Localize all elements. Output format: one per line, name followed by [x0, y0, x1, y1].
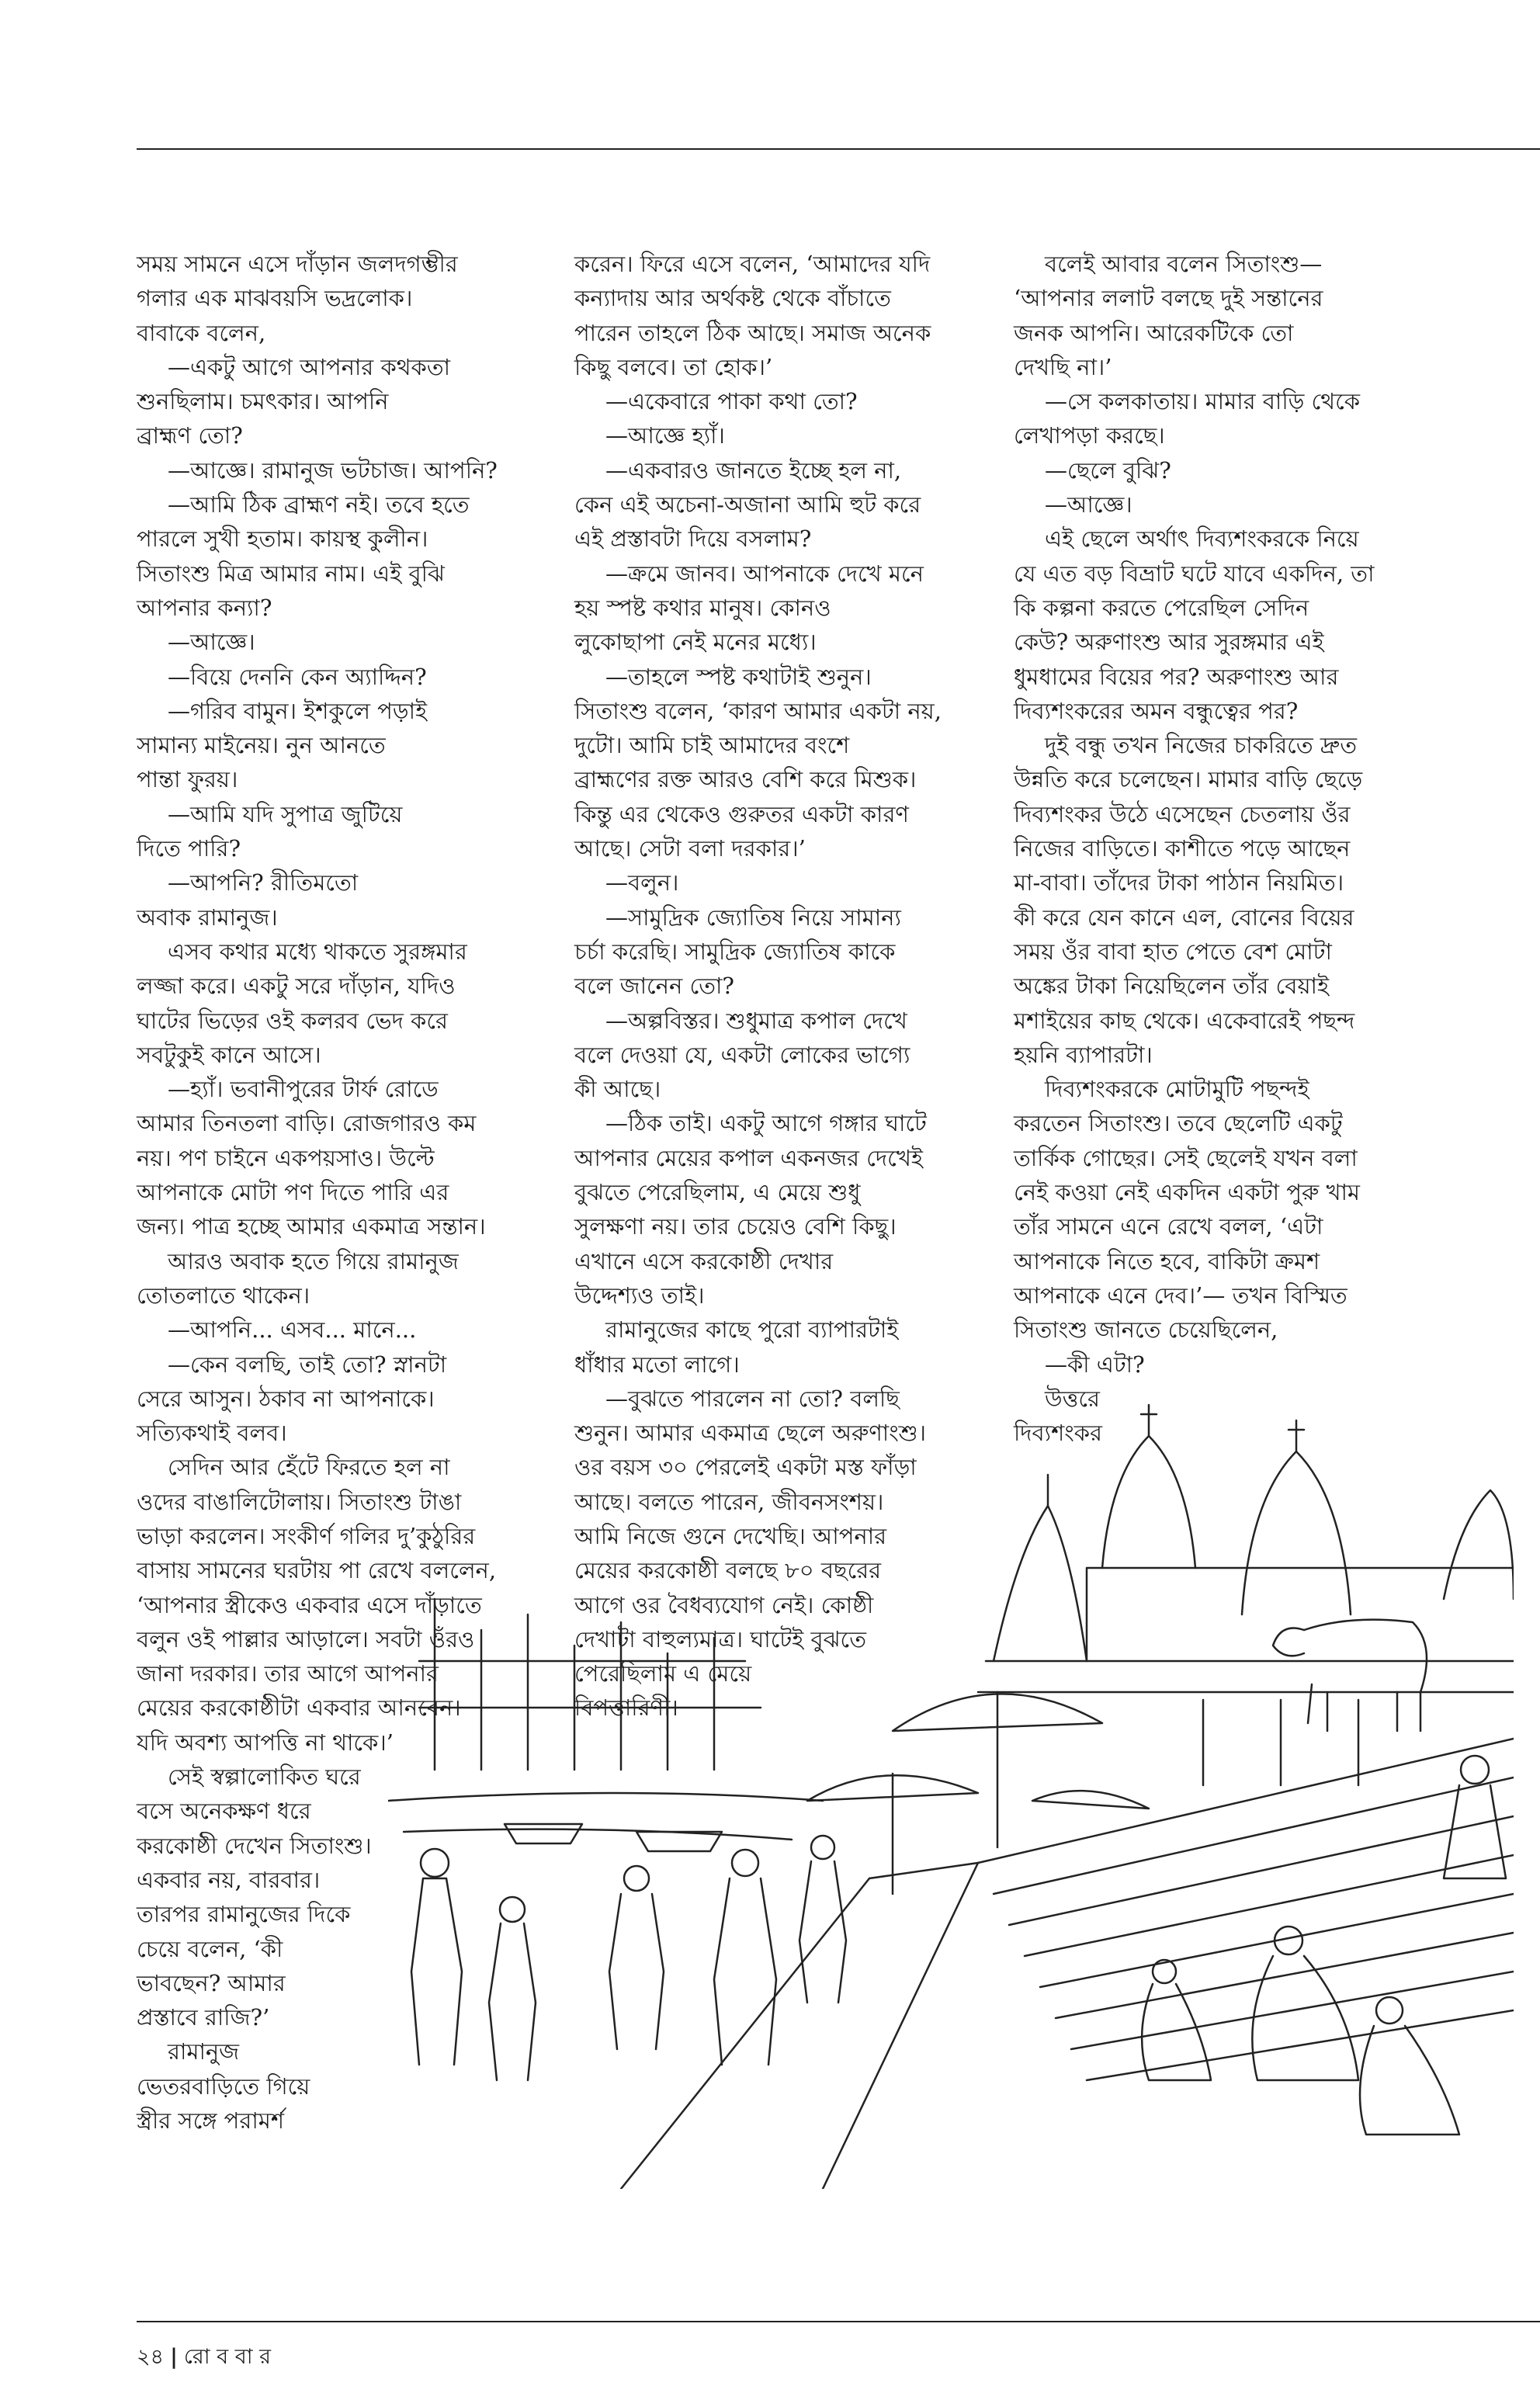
text-line: —বলুন।: [605, 869, 679, 897]
text-line: এই ছেলে অর্থাৎ দিব্যশংকরকে নিয়ে: [1045, 525, 1359, 553]
text-line: রামানুজের কাছে পুরো ব্যাপারটাই: [605, 1316, 899, 1344]
text-line: ‘আপনার ললাট বলছে দুই সন্তানের: [1014, 285, 1323, 312]
text-line: বলুন ওই পাল্লার আড়ালে। সবটা ওঁরও: [137, 1625, 475, 1653]
text-line: —সে কলকাতায়। মামার বাড়ি থেকে: [1045, 388, 1361, 415]
text-line: —বিয়ে দেননি কেন অ্যাদ্দিন?: [168, 663, 427, 690]
text-line: —বুঝতে পারলেন না তো? বলছি: [605, 1385, 900, 1412]
text-line: জানা দরকার। তার আগে আপনার: [137, 1660, 439, 1687]
text-line: —অল্পবিস্তর। শুধুমাত্র কপাল দেখে: [605, 1007, 907, 1034]
text-line: উন্নতি করে চলেছেন। মামার বাড়ি ছেড়ে: [1014, 766, 1363, 793]
text-line: হয়নি ব্যাপারটা।: [1014, 1041, 1153, 1068]
text-line: তোতলাতে থাকেন।: [137, 1281, 310, 1309]
text-line: দিব্যশংকর উঠে এসেছেন চেতলায় ওঁর: [1014, 800, 1351, 827]
text-line: একবার নয়, বারবার।: [137, 1866, 321, 1893]
text-line: —একবারও জানতে ইচ্ছে হল না,: [605, 456, 902, 484]
text-line: আপনাকে নিতে হবে, বাকিটা ক্রমশ: [1014, 1247, 1320, 1275]
text-line: নয়। পণ চাইনে একপয়সাও। উল্টে: [137, 1144, 435, 1171]
text-line: বাসায় সামনের ঘরটায় পা রেখে বললেন,: [137, 1557, 497, 1584]
text-line: গলার এক মাঝবয়সি ভদ্রলোক।: [137, 285, 413, 312]
text-line: স্ত্রীর সঙ্গে পরামর্শ: [137, 2107, 284, 2135]
text-line: সেরে আসুন। ঠকাব না আপনাকে।: [137, 1385, 435, 1412]
text-line: দিব্যশংকরের অমন বন্ধুত্বের পর?: [1014, 697, 1299, 724]
text-line: কি কল্পনা করতে পেরেছিল সেদিন: [1014, 594, 1309, 621]
cow-drawing: [1273, 1620, 1427, 1731]
text-line: আমার তিনতলা বাড়ি। রোজগারও কম: [137, 1110, 477, 1137]
text-line: —কেন বলছি, তাই তো? স্নানটা: [168, 1351, 447, 1378]
text-line: বলে দেওয়া যে, একটা লোকের ভাগ্যে: [574, 1041, 910, 1068]
text-line: —সামুদ্রিক জ্যোতিষ নিয়ে সামান্য: [605, 903, 901, 931]
river-drawing: [388, 1599, 823, 1851]
text-line: আরও অবাক হতে গিয়ে রামানুজ: [168, 1247, 459, 1275]
text-line: সামান্য মাইনেয়। নুন আনতে: [137, 732, 386, 759]
text-line: আছে। বলতে পারেন, জীবনসংশয়।: [574, 1488, 884, 1515]
text-line: দেখাটা বাহুল্যমাত্র। ঘাটেই বুঝতে: [574, 1625, 866, 1653]
text-line: আপনাকে মোটা পণ দিতে পারি এর: [137, 1179, 449, 1206]
text-line: —গরিব বামুন। ইশকুলে পড়াই: [168, 697, 428, 724]
text-line: কেউ? অরুণাংশু আর সুরঙ্গমার এই: [1014, 629, 1324, 656]
text-line: দেখছি না।’: [1014, 353, 1112, 380]
text-line: কী করে যেন কানে এল, বোনের বিয়ের: [1014, 903, 1354, 931]
text-line: যে এত বড় বিভ্রাট ঘটে যাবে একদিন, তা: [1014, 560, 1375, 587]
text-line: কন্যাদায় আর অর্থকষ্ট থেকে বাঁচাতে: [574, 285, 891, 312]
text-line: আপনাকে এনে দেব।’— তখন বিস্মিত: [1014, 1281, 1348, 1309]
text-line: ওর বয়স ৩০ পেরলেই একটা মস্ত ফাঁড়া: [574, 1454, 917, 1481]
pilgrims-drawing: [411, 1756, 1506, 2135]
text-line: উত্তরে: [1045, 1385, 1100, 1412]
text-line: তারপর রামানুজের দিকে: [137, 1901, 351, 1928]
text-line: হয় স্পষ্ট কথার মানুষ। কোনও: [574, 594, 831, 621]
page-footer: [137, 2341, 271, 2376]
text-line: ভেতরবাড়িতে গিয়ে: [137, 2072, 310, 2100]
text-line: মেয়ের করকোষ্ঠীটা একবার আনবেন।: [137, 1694, 461, 1722]
text-line: সুলক্ষণা নয়। তার চেয়েও বেশি কিছু।: [574, 1213, 897, 1240]
text-line: সেদিন আর হেঁটে ফিরতে হল না: [168, 1454, 450, 1481]
text-line: ভাবছেন? আমার: [137, 1969, 286, 1996]
text-line: অবাক রামানুজ।: [137, 903, 278, 931]
text-line: —ছেলে বুঝি?: [1045, 456, 1171, 484]
text-line: নেই কওয়া নেই একদিন একটা পুরু খাম: [1014, 1179, 1360, 1206]
text-line: বসে অনেকক্ষণ ধরে: [137, 1798, 311, 1825]
text-line: ভাড়া করলেন। সংকীর্ণ গলির দু’কুঠুরির: [137, 1522, 476, 1549]
text-line: লেখাপড়া করছে।: [1014, 422, 1165, 449]
text-line: —হ্যাঁ। ভবানীপুরের টার্ফ রোডে: [168, 1076, 439, 1103]
text-line: শুনুন। আমার একমাত্র ছেলে অরুণাংশু।: [574, 1420, 927, 1447]
header-rule: [137, 148, 1540, 150]
text-line: —আমি ঠিক ব্রাহ্মণ নই। তবে হতে: [168, 491, 470, 518]
text-line: আমি নিজে গুনে দেখেছি। আপনার: [574, 1522, 887, 1549]
ghat-illustration: [388, 1366, 1514, 2189]
text-line: সিতাংশু জানতে চেয়েছিলেন,: [1014, 1316, 1278, 1344]
text-line: —কী এটা?: [1045, 1351, 1145, 1378]
text-line: মা-বাবা। তাঁদের টাকা পাঠান নিয়মিত।: [1014, 869, 1344, 897]
text-line: ঘাটের ভিড়ের ওই কলরব ভেদ করে: [137, 1007, 448, 1034]
text-line: ‘আপনার স্ত্রীকেও একবার এসে দাঁড়াতে: [137, 1591, 482, 1618]
ghat-steps-drawing: [621, 1739, 1514, 2189]
text-line: অঙ্কের টাকা নিয়েছিলেন তাঁর বেয়াই: [1014, 973, 1330, 1000]
text-line: —আজ্ঞে। রামানুজ ভটচাজ। আপনি?: [168, 456, 498, 484]
text-line: এখানে এসে করকোষ্ঠী দেখার: [574, 1247, 834, 1275]
footer-rule: [137, 2321, 1540, 2322]
text-line: সময় ওঁর বাবা হাত পেতে বেশ মোটা: [1014, 938, 1332, 965]
text-line: আগে ওর বৈধব্যযোগ নেই। কোষ্ঠী: [574, 1591, 874, 1618]
text-line: সিতাংশু মিত্র আমার নাম। এই বুঝি: [137, 560, 445, 587]
text-line: —আপনি? রীতিমতো: [168, 869, 359, 897]
text-line: পান্তা ফুরয়।: [137, 766, 238, 793]
text-line: সবটুকুই কানে আসে।: [137, 1041, 321, 1068]
text-line: তার্কিক গোছের। সেই ছেলেই যখন বলা: [1014, 1144, 1358, 1171]
text-line: ব্রাহ্মণ তো?: [137, 422, 243, 449]
text-line: কী আছে।: [574, 1076, 661, 1103]
text-line: শুনছিলাম। চমৎকার। আপনি: [137, 388, 389, 415]
text-line: বলেই আবার বলেন সিতাংশু—: [1045, 251, 1323, 277]
text-line: বিপত্তারিণী।: [574, 1694, 678, 1722]
text-line: —আমি যদি সুপাত্র জুটিয়ে: [168, 800, 403, 827]
text-line: দিব্যশংকর: [1014, 1420, 1102, 1447]
text-line: সিতাংশু বলেন, ‘কারণ আমার একটা নয়,: [574, 697, 942, 724]
text-line: পারলে সুখী হতাম। কায়স্থ কুলীন।: [137, 525, 428, 553]
text-line: সত্যিকথাই বলব।: [137, 1420, 287, 1447]
text-line: বলে জানেন তো?: [574, 973, 734, 1000]
text-line: —আজ্ঞে হ্যাঁ।: [605, 422, 725, 449]
text-line: —আজ্ঞে।: [1045, 491, 1132, 518]
text-line: ধাঁধার মতো লাগে।: [574, 1351, 740, 1378]
text-line: দুই বন্ধু তখন নিজের চাকরিতে দ্রুত: [1045, 732, 1358, 759]
text-line: বাবাকে বলেন,: [137, 319, 266, 346]
text-line: দিতে পারি?: [137, 835, 241, 862]
text-line: লুকোছাপা নেই মনের মধ্যে।: [574, 629, 817, 656]
text-line: চর্চা করেছি। সামুদ্রিক জ্যোতিষ কাকে: [574, 938, 896, 965]
text-line: —ক্রমে জানব। আপনাকে দেখে মনে: [605, 560, 924, 587]
text-line: লজ্জা করে। একটু সরে দাঁড়ান, যদিও: [137, 973, 456, 1000]
text-line: ব্রাহ্মণের রক্ত আরও বেশি করে মিশুক।: [574, 766, 917, 793]
text-line: যদি অবশ্য আপত্তি না থাকে।’: [137, 1729, 394, 1756]
text-line: কেন এই অচেনা-অজানা আমি হুট করে: [574, 491, 921, 518]
text-line: বুঝতে পেরেছিলাম, এ মেয়ে শুধু: [574, 1179, 861, 1206]
text-line: জনক আপনি। আরেকটিকে তো: [1014, 319, 1294, 346]
text-line: কিছু বলবে। তা হোক।’: [574, 353, 773, 380]
text-line: —তাহলে স্পষ্ট কথাটাই শুনুন।: [605, 663, 872, 690]
text-column-3: [1014, 247, 1417, 1450]
footer-separator: |: [170, 2345, 178, 2369]
text-line: আছে। সেটা বলা দরকার।’: [574, 835, 806, 862]
text-line: আপনার মেয়ের কপাল একনজর দেখেই: [574, 1144, 923, 1171]
text-line: প্রস্তাবে রাজি?’: [137, 2004, 270, 2031]
text-line: কিন্তু এর থেকেও গুরুতর একটা কারণ: [574, 800, 909, 827]
text-line: —আজ্ঞে।: [168, 629, 255, 656]
text-line: ওদের বাঙালিটোলায়। সিতাংশু টাঙা: [137, 1488, 462, 1515]
text-line: সময় সামনে এসে দাঁড়ান জলদগম্ভীর: [137, 251, 458, 277]
text-line: এই প্রস্তাবটা দিয়ে বসলাম?: [574, 525, 812, 553]
text-line: —আপনি... এসব... মানে...: [168, 1316, 417, 1344]
text-line: —একেবারে পাকা কথা তো?: [605, 388, 858, 415]
text-line: করেন। ফিরে এসে বলেন, ‘আমাদের যদি: [574, 251, 931, 277]
page-number: ২৪: [137, 2345, 165, 2369]
text-line: দিব্যশংকরকে মোটামুটি পছন্দই: [1045, 1076, 1309, 1103]
temple-drawing: [978, 1405, 1514, 1785]
text-line: সেই স্বল্পালোকিত ঘরে: [168, 1764, 361, 1791]
text-line: দুটো। আমি চাই আমাদের বংশে: [574, 732, 850, 759]
text-line: মশাইয়ের কাছ থেকে। একেবারেই পছন্দ: [1014, 1007, 1355, 1034]
text-line: ধুমধামের বিয়ের পর? অরুণাংশু আর: [1014, 663, 1339, 690]
text-line: রামানুজ: [168, 2038, 240, 2065]
text-line: জন্য। পাত্র হচ্ছে আমার একমাত্র সন্তান।: [137, 1213, 486, 1240]
text-line: এসব কথার মধ্যে থাকতে সুরঙ্গমার: [168, 938, 467, 965]
text-line: উদ্দেশ্যও তাই।: [574, 1281, 705, 1309]
text-line: চেয়ে বলেন, ‘কী: [137, 1935, 283, 1962]
text-line: করতেন সিতাংশু। তবে ছেলেটি একটু: [1014, 1110, 1343, 1137]
text-line: তাঁর সামনে এনে রেখে বলল, ‘এটা: [1014, 1213, 1323, 1240]
text-line: আপনার কন্যা?: [137, 594, 272, 621]
text-line: নিজের বাড়িতে। কাশীতে পড়ে আছেন: [1014, 835, 1351, 862]
magazine-name: রো ব বা র: [183, 2345, 272, 2369]
text-line: —ঠিক তাই। একটু আগে গঙ্গার ঘাটে: [605, 1110, 927, 1137]
text-line: করকোষ্ঠী দেখেন সিতাংশু।: [137, 1832, 372, 1859]
text-line: পেরেছিলাম এ মেয়ে: [574, 1660, 752, 1687]
text-line: পারেন তাহলে ঠিক আছে। সমাজ অনেক: [574, 319, 931, 346]
text-line: —একটু আগে আপনার কথকতা: [168, 353, 451, 380]
text-line: মেয়ের করকোষ্ঠী বলছে ৮০ বছরের: [574, 1557, 882, 1584]
